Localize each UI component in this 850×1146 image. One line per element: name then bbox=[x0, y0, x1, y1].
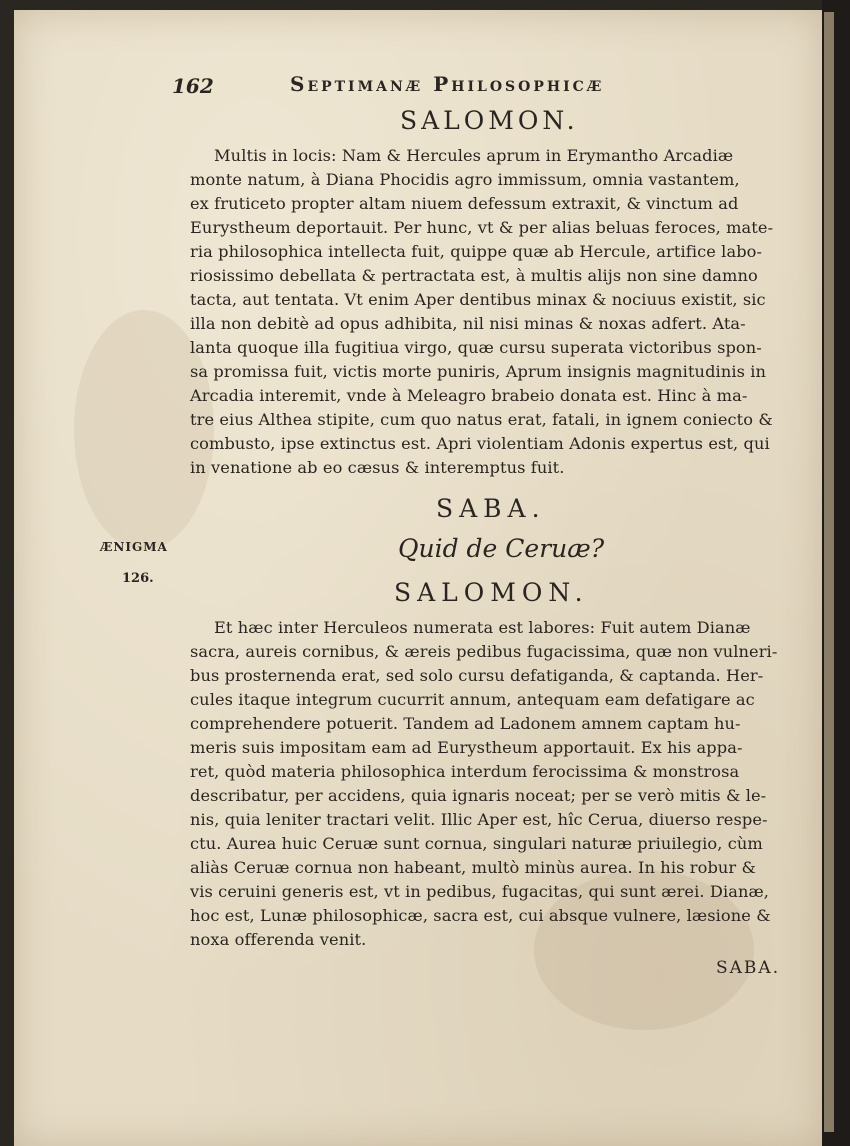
text-line: combusto, ipse extinctus est. Apri violentiam Adonis expertus est, qui bbox=[190, 434, 770, 453]
text-line: hoc est, Lunæ philosophicæ, sacra est, cui absque vulnere, læsione & bbox=[190, 906, 771, 925]
text-line: describatur, per accidens, quia ignaris noceat; per se verò mitis & le- bbox=[190, 786, 767, 805]
text-line: Multis in locis: Nam & Hercules aprum in Erymantho Arcadiæ bbox=[214, 146, 734, 165]
text-line: bus prosternenda erat, sed solo cursu defatiganda, & captanda. Her- bbox=[190, 666, 764, 685]
margin-note-number: 126. bbox=[122, 571, 154, 586]
margin-note-label: ÆNIGMA bbox=[100, 540, 168, 554]
text-line: riosissimo debellata & pertractata est, à multis alijs non sine damno bbox=[190, 266, 758, 285]
text-line: sacra, aureis cornibus, & æreis pedibus fugacissima, quæ non vulneri- bbox=[190, 642, 778, 661]
speaker-heading: SALOMON. bbox=[400, 106, 579, 135]
text-line: lanta quoque illa fugitiua virgo, quæ cursu superata victoribus spon- bbox=[190, 338, 762, 357]
text-line: illa non debitè ad opus adhibita, nil nisi minas & noxas adfert. Ata- bbox=[190, 314, 746, 333]
text-line: ret, quòd materia philosophica interdum ferocissima & monstrosa bbox=[190, 762, 740, 781]
text-line: vis ceruini generis est, vt in pedibus, fugacitas, qui sunt ærei. Dianæ, bbox=[190, 882, 770, 901]
text-line: Arcadia interemit, vnde à Meleagro brabeio donata est. Hinc à ma- bbox=[190, 386, 748, 405]
text-line: meris suis impositam eam ad Eurystheum apportauit. Ex his appa- bbox=[190, 738, 743, 757]
text-line: ex fruticeto propter altam niuem defessum extraxit, & vinctum ad bbox=[190, 194, 739, 213]
text-line: nis, quia leniter tractari velit. Illic Aper est, hîc Cerua, diuerso respe- bbox=[190, 810, 768, 829]
riddle-question: Quid de Ceruæ? bbox=[398, 534, 605, 563]
text-line: Et hæc inter Herculeos numerata est labores: Fuit autem Dianæ bbox=[214, 618, 751, 637]
text-line: tacta, aut tentata. Vt enim Aper dentibus minax & nociuus existit, sic bbox=[190, 290, 766, 309]
speaker-heading: SALOMON. bbox=[394, 578, 589, 607]
text-line: aliàs Ceruæ cornua non habeant, multò minùs aurea. In his robur & bbox=[190, 858, 757, 877]
text-line: noxa offerenda venit. bbox=[190, 930, 367, 949]
catchword: SABA. bbox=[716, 958, 781, 978]
text-line: cules itaque integrum cucurrit annum, antequam eam defatigare ac bbox=[190, 690, 755, 709]
text-line: tre eius Althea stipite, cum quo natus erat, fatali, in ignem coniecto & bbox=[190, 410, 773, 429]
text-line: comprehendere potuerit. Tandem ad Ladonem amnem captam hu- bbox=[190, 714, 741, 733]
running-head: Septimanæ Philosophicæ bbox=[290, 72, 605, 96]
text-line: in venatione ab eo cæsus & interemptus fuit. bbox=[190, 458, 565, 477]
text-line: sa promissa fuit, victis morte puniris, Aprum insignis magnitudinis in bbox=[190, 362, 767, 381]
text-line: ria philosophica intellecta fuit, quippe quæ ab Hercule, artifice labo- bbox=[190, 242, 763, 261]
text-line: ctu. Aurea huic Ceruæ sunt cornua, singulari naturæ priuilegio, cùm bbox=[190, 834, 763, 853]
speaker-heading: SABA. bbox=[436, 494, 546, 523]
next-page-edge bbox=[824, 12, 834, 1132]
page-number: 162 bbox=[172, 74, 214, 98]
text-line: Eurystheum deportauit. Per hunc, vt & per alias beluas feroces, mate- bbox=[190, 218, 774, 237]
text-line: monte natum, à Diana Phocidis agro immissum, omnia vastantem, bbox=[190, 170, 740, 189]
